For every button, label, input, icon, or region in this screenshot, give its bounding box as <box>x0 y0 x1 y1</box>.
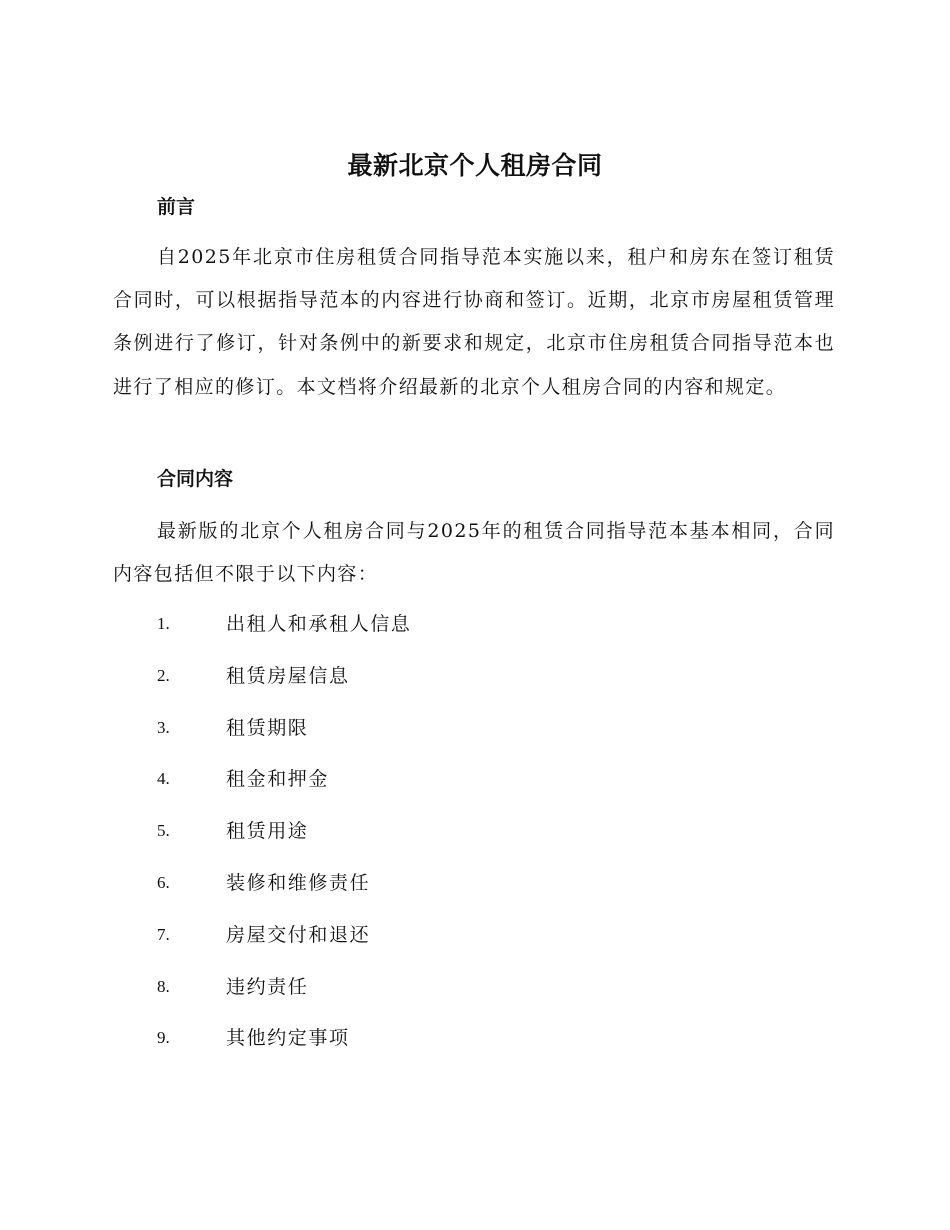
list-item-text: 租金和押金 <box>226 768 330 791</box>
list-item-text: 装修和维修责任 <box>226 871 371 894</box>
list-item <box>0 811 950 863</box>
list-item-number: 1. <box>157 614 170 633</box>
list-item-number: 4. <box>157 769 170 789</box>
list-item-text: 租赁用途 <box>226 820 309 843</box>
list-item-text: 租赁期限 <box>226 716 309 739</box>
list-item-number: 8. <box>157 976 170 996</box>
contract-items-list <box>0 604 950 1070</box>
list-item-number: 6. <box>157 872 170 892</box>
list-item-number: 9. <box>157 1028 170 1048</box>
list-item-text: 违约责任 <box>226 975 309 998</box>
list-item <box>0 915 950 967</box>
list-item-number: 7. <box>157 924 170 944</box>
list-item <box>0 863 950 915</box>
list-item <box>0 604 950 656</box>
list-item-number: 2. <box>157 665 170 685</box>
section-heading-contract-content: 合同内容 <box>157 468 234 490</box>
list-item-text: 租赁房屋信息 <box>226 664 350 687</box>
list-item-number: 3. <box>157 717 170 737</box>
preface-paragraph: 自2025年北京市住房租赁合同指导范本实施以来，租户和房东在签订租赁合同时，可以根据指导范本的内容进行协商和签订。近期，北京市房屋租赁管理条例进行了修订，针对条例中的新要求和规定，北京市住房租赁合同指导范本也进行了相应的修订。本文档将介绍最新的北京个人租房合同的内容和规定。 <box>113 246 835 398</box>
list-item <box>0 759 950 811</box>
list-item-text: 其他约定事项 <box>226 1027 350 1050</box>
contract-content-paragraph: 最新版的北京个人租房合同与2025年的租赁合同指导范本基本相同，合同内容包括但不限于以下内容： <box>113 520 835 586</box>
list-item-text: 房屋交付和退还 <box>226 923 371 946</box>
list-item <box>0 1018 950 1070</box>
document-title: 最新北京个人租房合同 <box>347 151 603 180</box>
list-item <box>0 656 950 708</box>
list-item <box>0 708 950 760</box>
list-item <box>0 967 950 1019</box>
list-item-number: 5. <box>157 821 170 841</box>
section-heading-preface: 前言 <box>157 196 196 218</box>
list-item-text: 出租人和承租人信息 <box>226 613 412 635</box>
